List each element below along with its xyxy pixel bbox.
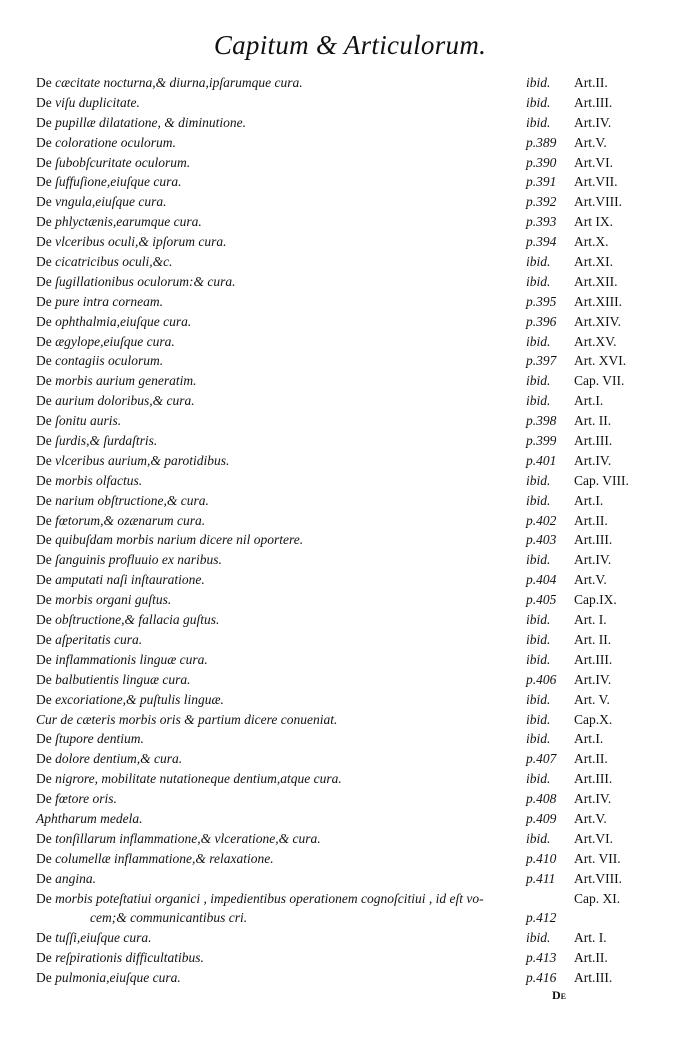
entry-article-ref: Art. VII. xyxy=(574,850,621,866)
entry-article-ref: Art.IV. xyxy=(574,671,612,687)
entry-title xyxy=(36,948,204,968)
entry-title xyxy=(36,610,219,630)
entry-text: pupillæ dilatatione, & diminutione. xyxy=(55,114,246,130)
entry-text: amputati naſi inſtauratione. xyxy=(55,572,205,588)
entry-lead-word: De xyxy=(36,671,52,687)
entry-article-ref: Art.XV. xyxy=(574,333,617,349)
entry-text: dolore dentium,& cura. xyxy=(55,751,183,767)
entry-article-ref: Art.XIV. xyxy=(574,313,621,329)
entry-article-ref: Art.I. xyxy=(574,492,604,508)
page-title: Capitum & Articulorum. xyxy=(213,30,487,60)
entry-lead-word: De xyxy=(36,234,52,250)
entry-article-ref: Art.VI. xyxy=(574,830,613,846)
entry-text: viſu duplicitate. xyxy=(55,94,140,110)
entry-article-ref: Art.VII. xyxy=(574,174,618,190)
entry-page-ref: p.403 xyxy=(526,532,557,548)
entry-text: cæcitate nocturna,& diurna,ipſarumque cura. xyxy=(55,75,303,90)
index-entry xyxy=(36,948,666,968)
entry-page-ref: ibid. xyxy=(526,75,551,90)
entry-title xyxy=(36,133,176,153)
entry-article-ref: Art.X. xyxy=(574,234,609,250)
entry-text: ſonitu auris. xyxy=(55,413,122,429)
entry-lead-word: De xyxy=(36,433,52,449)
index-entry xyxy=(36,729,666,749)
entry-page-ref: p.391 xyxy=(526,174,557,190)
index-entry xyxy=(36,431,666,451)
entry-lead-word: De xyxy=(36,373,52,389)
entry-text: cem;& communicantibus cri. xyxy=(90,910,248,926)
entry-lead-word: De xyxy=(36,830,52,846)
index-entry xyxy=(36,749,666,769)
entry-text: tonſillarum inflammatione,& vlceratione,& cura. xyxy=(55,830,321,846)
entry-article-ref: Art. I. xyxy=(574,930,607,946)
entry-text: ſurdis,& ſurdaſtris. xyxy=(55,433,158,449)
index-entry xyxy=(36,590,666,610)
entry-lead-word: De xyxy=(36,313,52,329)
entry-page-ref: ibid. xyxy=(526,612,551,628)
entry-article-ref: Art. II. xyxy=(574,413,612,429)
entry-page-ref: ibid. xyxy=(526,393,551,409)
entry-text: ophthalmia,eiuſque cura. xyxy=(55,313,192,329)
index-entry xyxy=(36,292,666,312)
index-entry xyxy=(36,650,666,670)
index-entry xyxy=(36,212,666,232)
entry-lead-word: De xyxy=(36,353,52,369)
entry-lead-word: De xyxy=(36,293,52,309)
index-entry xyxy=(36,451,666,471)
entry-page-ref: ibid. xyxy=(526,94,551,110)
index-entry xyxy=(36,511,666,531)
entry-title xyxy=(36,690,224,710)
entry-article-ref: Art.III. xyxy=(574,651,613,667)
entry-page-ref: ibid. xyxy=(526,830,551,846)
entry-title xyxy=(36,710,337,730)
entry-lead-word: De xyxy=(36,572,52,588)
entry-lead-word: De xyxy=(36,413,52,429)
entry-title xyxy=(36,391,195,411)
entry-text: quibuſdam morbis narium dicere nil oportere. xyxy=(55,532,304,548)
entry-text: Cur de cæteris morbis oris & partium dicere conueniat. xyxy=(36,711,338,727)
entry-article-ref: Art. II. xyxy=(574,631,612,647)
entry-lead-word: De xyxy=(36,174,52,190)
index-entry xyxy=(36,710,666,730)
entry-article-ref: Art.IV. xyxy=(574,452,612,468)
entry-page-ref: p.405 xyxy=(526,592,557,608)
entry-text: balbutientis linguæ cura. xyxy=(55,671,191,687)
entry-lead-word: De xyxy=(36,452,52,468)
entry-article-ref: Art.IV. xyxy=(574,552,612,568)
entry-page-ref: p.398 xyxy=(526,413,557,429)
entry-title xyxy=(90,908,247,928)
entry-article-ref: Art.VIII. xyxy=(574,870,622,886)
entry-article-ref: Cap. VIII. xyxy=(574,472,629,488)
entry-lead-word: De xyxy=(36,950,52,966)
entry-article-ref: Art.V. xyxy=(574,572,607,588)
entry-lead-word: De xyxy=(36,751,52,767)
entry-article-ref: Art.I. xyxy=(574,393,604,409)
index-entry xyxy=(36,491,666,511)
entry-article-ref: Art.V. xyxy=(574,810,607,826)
entry-article-ref: Art.VIII. xyxy=(574,194,622,210)
entry-text: columellæ inflammatione,& relaxatione. xyxy=(55,850,274,866)
entry-article-ref: Art.V. xyxy=(574,134,607,150)
entry-page-ref: ibid. xyxy=(526,711,551,727)
entry-text: vngula,eiuſque cura. xyxy=(55,194,167,210)
entry-page-ref: ibid. xyxy=(526,492,551,508)
entry-text: pure intra corneam. xyxy=(55,293,163,309)
entry-title xyxy=(36,570,205,590)
entry-article-ref: Art.II. xyxy=(574,75,608,90)
entry-lead-word: De xyxy=(36,214,52,230)
entry-title xyxy=(36,630,142,650)
entry-title xyxy=(36,451,229,471)
entry-title xyxy=(36,252,172,272)
entry-page-ref: p.412 xyxy=(526,910,557,926)
entry-lead-word: De xyxy=(36,970,52,986)
index-entry xyxy=(36,272,666,292)
entry-article-ref: Cap.IX. xyxy=(574,592,617,608)
index-entries xyxy=(36,73,666,988)
entry-lead-word: De xyxy=(36,850,52,866)
entry-page-ref: p.397 xyxy=(526,353,557,369)
entry-lead-word: De xyxy=(36,134,52,150)
entry-title xyxy=(36,491,209,511)
entry-text: contagiis oculorum. xyxy=(55,353,164,369)
entry-text: ſtupore dentium. xyxy=(55,731,144,747)
entry-text: vlceribus aurium,& parotidibus. xyxy=(55,452,230,468)
entry-title xyxy=(36,670,191,690)
entry-text: coloratione oculorum. xyxy=(55,134,176,150)
entry-title xyxy=(36,869,96,889)
entry-page-ref: ibid. xyxy=(526,691,551,707)
entry-article-ref: Art.III. xyxy=(574,94,613,110)
index-entry xyxy=(36,968,666,988)
entry-page-ref: ibid. xyxy=(526,114,551,130)
entry-page-ref: ibid. xyxy=(526,333,551,349)
entry-article-ref: Art. I. xyxy=(574,612,607,628)
entry-page-ref: ibid. xyxy=(526,651,551,667)
entry-lead-word: De xyxy=(36,771,52,787)
entry-lead-word: De xyxy=(36,731,52,747)
entry-text: aurium doloribus,& cura. xyxy=(55,393,195,409)
entry-article-ref: Cap. VII. xyxy=(574,373,625,389)
entry-page-ref: p.393 xyxy=(526,214,557,230)
index-entry xyxy=(36,471,666,491)
index-entry xyxy=(36,351,666,371)
entry-text: narium obſtructione,& cura. xyxy=(55,492,209,508)
entry-title xyxy=(36,650,208,670)
entry-lead-word: De xyxy=(36,393,52,409)
entry-page-ref: p.392 xyxy=(526,194,557,210)
entry-page-ref: p.410 xyxy=(526,850,557,866)
entry-article-ref: Art.XII. xyxy=(574,273,618,289)
index-entry xyxy=(36,153,666,173)
entry-title xyxy=(36,749,182,769)
index-entry xyxy=(36,371,666,391)
index-entry xyxy=(36,172,666,192)
entry-article-ref: Art.III. xyxy=(574,970,613,986)
entry-text: phlyctænis,earumque cura. xyxy=(55,214,202,230)
index-entry xyxy=(36,630,666,650)
entry-text: cicatricibus oculi,&c. xyxy=(55,254,173,270)
entry-article-ref: Cap.X. xyxy=(574,711,613,727)
entry-page-ref: ibid. xyxy=(526,472,551,488)
entry-page-ref: p.390 xyxy=(526,154,557,170)
entry-lead-word: De xyxy=(36,552,52,568)
entry-text: obſtructione,& fallacia guſtus. xyxy=(55,612,220,628)
entry-lead-word: De xyxy=(36,114,52,130)
entry-page-ref: ibid. xyxy=(526,373,551,389)
index-entry xyxy=(36,113,666,133)
entry-lead-word: De xyxy=(36,532,52,548)
entry-title xyxy=(36,73,303,93)
entry-article-ref: Art.II. xyxy=(574,512,608,528)
index-entry xyxy=(36,530,666,550)
entry-article-ref: Art.III. xyxy=(574,433,613,449)
entry-title xyxy=(36,153,190,173)
entry-text: morbis poteſtatiui organici , impedientibus operationem cognoſcitiui , id eſt vo- xyxy=(55,890,484,906)
entry-text: ſanguinis profluuio ex naribus. xyxy=(55,552,222,568)
index-entry xyxy=(36,332,666,352)
entry-lead-word: De xyxy=(36,333,52,349)
entry-page-ref: p.416 xyxy=(526,970,557,986)
entry-title xyxy=(36,550,222,570)
entry-lead-word: De xyxy=(36,154,52,170)
index-entry xyxy=(36,391,666,411)
entry-title xyxy=(36,849,274,869)
entry-text: pulmonia,eiuſque cura. xyxy=(55,970,181,986)
entry-text: vlceribus oculi,& ipſorum cura. xyxy=(55,234,227,250)
entry-text: Aphtharum medela. xyxy=(36,810,143,826)
entry-article-ref: Art.XIII. xyxy=(574,293,622,309)
entry-lead-word: De xyxy=(36,592,52,608)
entry-lead-word: De xyxy=(36,94,52,110)
entry-lead-word: De xyxy=(36,75,52,90)
index-entry xyxy=(36,610,666,630)
entry-title xyxy=(36,729,144,749)
entry-title xyxy=(36,332,175,352)
entry-title xyxy=(36,431,157,451)
index-entry xyxy=(36,133,666,153)
index-entry xyxy=(36,570,666,590)
index-entry xyxy=(36,411,666,431)
index-entry xyxy=(36,670,666,690)
entry-text: nigrore, mobilitate nutationeque dentium,atque cura. xyxy=(55,771,342,787)
index-entry xyxy=(36,928,666,948)
entry-title xyxy=(36,192,166,212)
entry-page-ref: ibid. xyxy=(526,771,551,787)
entry-text: morbis organi guſtus. xyxy=(55,592,172,608)
entry-title xyxy=(36,530,303,550)
entry-title xyxy=(36,371,197,391)
entry-text: aſperitatis cura. xyxy=(55,631,143,647)
entry-title xyxy=(36,769,342,789)
entry-title xyxy=(36,411,121,431)
entry-page-ref: p.401 xyxy=(526,452,557,468)
entry-page-ref: p.411 xyxy=(526,870,556,886)
entry-text: inflammationis linguæ cura. xyxy=(55,651,208,667)
entry-text: fœtore oris. xyxy=(55,791,117,807)
entry-page-ref: p.409 xyxy=(526,810,557,826)
index-entry xyxy=(36,93,666,113)
entry-text: ſugillationibus oculorum:& cura. xyxy=(55,273,236,289)
entry-article-ref: Art.IV. xyxy=(574,791,612,807)
entry-text: fœtorum,& ozænarum cura. xyxy=(55,512,206,528)
index-entry xyxy=(36,312,666,332)
index-entry xyxy=(36,73,666,93)
entry-page-ref: ibid. xyxy=(526,631,551,647)
entry-lead-word: De xyxy=(36,612,52,628)
entry-title xyxy=(36,351,163,371)
entry-text: morbis olfactus. xyxy=(55,472,143,488)
entry-title xyxy=(36,113,246,133)
entry-text: ſubobſcuritate oculorum. xyxy=(55,154,191,170)
index-entry xyxy=(36,550,666,570)
entry-article-ref: Art.VI. xyxy=(574,154,613,170)
entry-title xyxy=(36,172,181,192)
entry-lead-word: De xyxy=(36,791,52,807)
index-entry xyxy=(36,908,666,928)
entry-page-ref: p.413 xyxy=(526,950,557,966)
entry-page-ref: p.396 xyxy=(526,313,557,329)
entry-article-ref: Art. XVI. xyxy=(574,353,627,369)
index-entry xyxy=(36,889,666,909)
index-entry xyxy=(36,849,666,869)
entry-lead-word: De xyxy=(36,890,52,906)
entry-title xyxy=(36,272,236,292)
entry-page-ref: p.404 xyxy=(526,572,557,588)
entry-lead-word: De xyxy=(36,273,52,289)
entry-page-ref: p.394 xyxy=(526,234,557,250)
index-entry xyxy=(36,789,666,809)
entry-text: angina. xyxy=(55,870,97,886)
entry-lead-word: De xyxy=(36,631,52,647)
entry-page-ref: ibid. xyxy=(526,254,551,270)
entry-article-ref: Art.III. xyxy=(574,532,613,548)
index-entry xyxy=(36,869,666,889)
index-entry xyxy=(36,252,666,272)
entry-page-ref: ibid. xyxy=(526,552,551,568)
entry-page-ref: p.399 xyxy=(526,433,557,449)
entry-page-ref: p.395 xyxy=(526,293,557,309)
entry-article-ref: Art. V. xyxy=(574,691,610,707)
entry-title xyxy=(36,212,202,232)
entry-page-ref: ibid. xyxy=(526,731,551,747)
entry-article-ref: Cap. XI. xyxy=(574,890,621,906)
entry-text: morbis aurium generatim. xyxy=(55,373,197,389)
entry-title xyxy=(36,471,142,491)
entry-lead-word: De xyxy=(36,870,52,886)
entry-lead-word: De xyxy=(36,512,52,528)
index-entry xyxy=(36,232,666,252)
entry-text: tuſſi,eiuſque cura. xyxy=(55,930,152,946)
entry-title xyxy=(36,789,117,809)
entry-page-ref: p.407 xyxy=(526,751,557,767)
entry-lead-word: De xyxy=(36,194,52,210)
entry-text: ſuffuſione,eiuſque cura. xyxy=(55,174,182,190)
entry-page-ref: ibid. xyxy=(526,273,551,289)
entry-lead-word: De xyxy=(36,651,52,667)
index-entry xyxy=(36,192,666,212)
entry-article-ref: Art.III. xyxy=(574,771,613,787)
entry-lead-word: De xyxy=(36,691,52,707)
entry-title xyxy=(36,928,151,948)
entry-title xyxy=(36,93,140,113)
entry-article-ref: Art.I. xyxy=(574,731,604,747)
entry-title xyxy=(36,232,226,252)
index-entry xyxy=(36,769,666,789)
entry-text: reſpirationis difficultatibus. xyxy=(55,950,204,966)
entry-lead-word: De xyxy=(36,492,52,508)
entry-page-ref: ibid. xyxy=(526,930,551,946)
entry-text: ægylope,eiuſque cura. xyxy=(55,333,175,349)
entry-text: excoriatione,& puſtulis linguæ. xyxy=(55,691,224,707)
index-entry xyxy=(36,809,666,829)
index-entry xyxy=(36,829,666,849)
entry-lead-word: De xyxy=(36,930,52,946)
entry-title xyxy=(36,511,205,531)
entry-title xyxy=(36,829,321,849)
entry-page-ref: p.389 xyxy=(526,134,557,150)
entry-title xyxy=(36,312,191,332)
entry-lead-word: De xyxy=(36,472,52,488)
entry-title xyxy=(36,590,171,610)
entry-article-ref: Art.IV. xyxy=(574,114,612,130)
entry-page-ref: p.408 xyxy=(526,791,557,807)
index-entry xyxy=(36,690,666,710)
entry-title xyxy=(36,809,142,829)
entry-page-ref: p.402 xyxy=(526,512,557,528)
entry-article-ref: Art IX. xyxy=(574,214,613,230)
entry-page-ref: p.406 xyxy=(526,671,557,687)
entry-title xyxy=(36,292,163,312)
entry-article-ref: Art.II. xyxy=(574,751,608,767)
entry-article-ref: Art.II. xyxy=(574,950,608,966)
entry-article-ref: Art.XI. xyxy=(574,254,613,270)
entry-lead-word: De xyxy=(36,254,52,270)
entry-title xyxy=(36,968,181,988)
catchword: De xyxy=(552,988,567,1002)
entry-title xyxy=(36,889,484,909)
